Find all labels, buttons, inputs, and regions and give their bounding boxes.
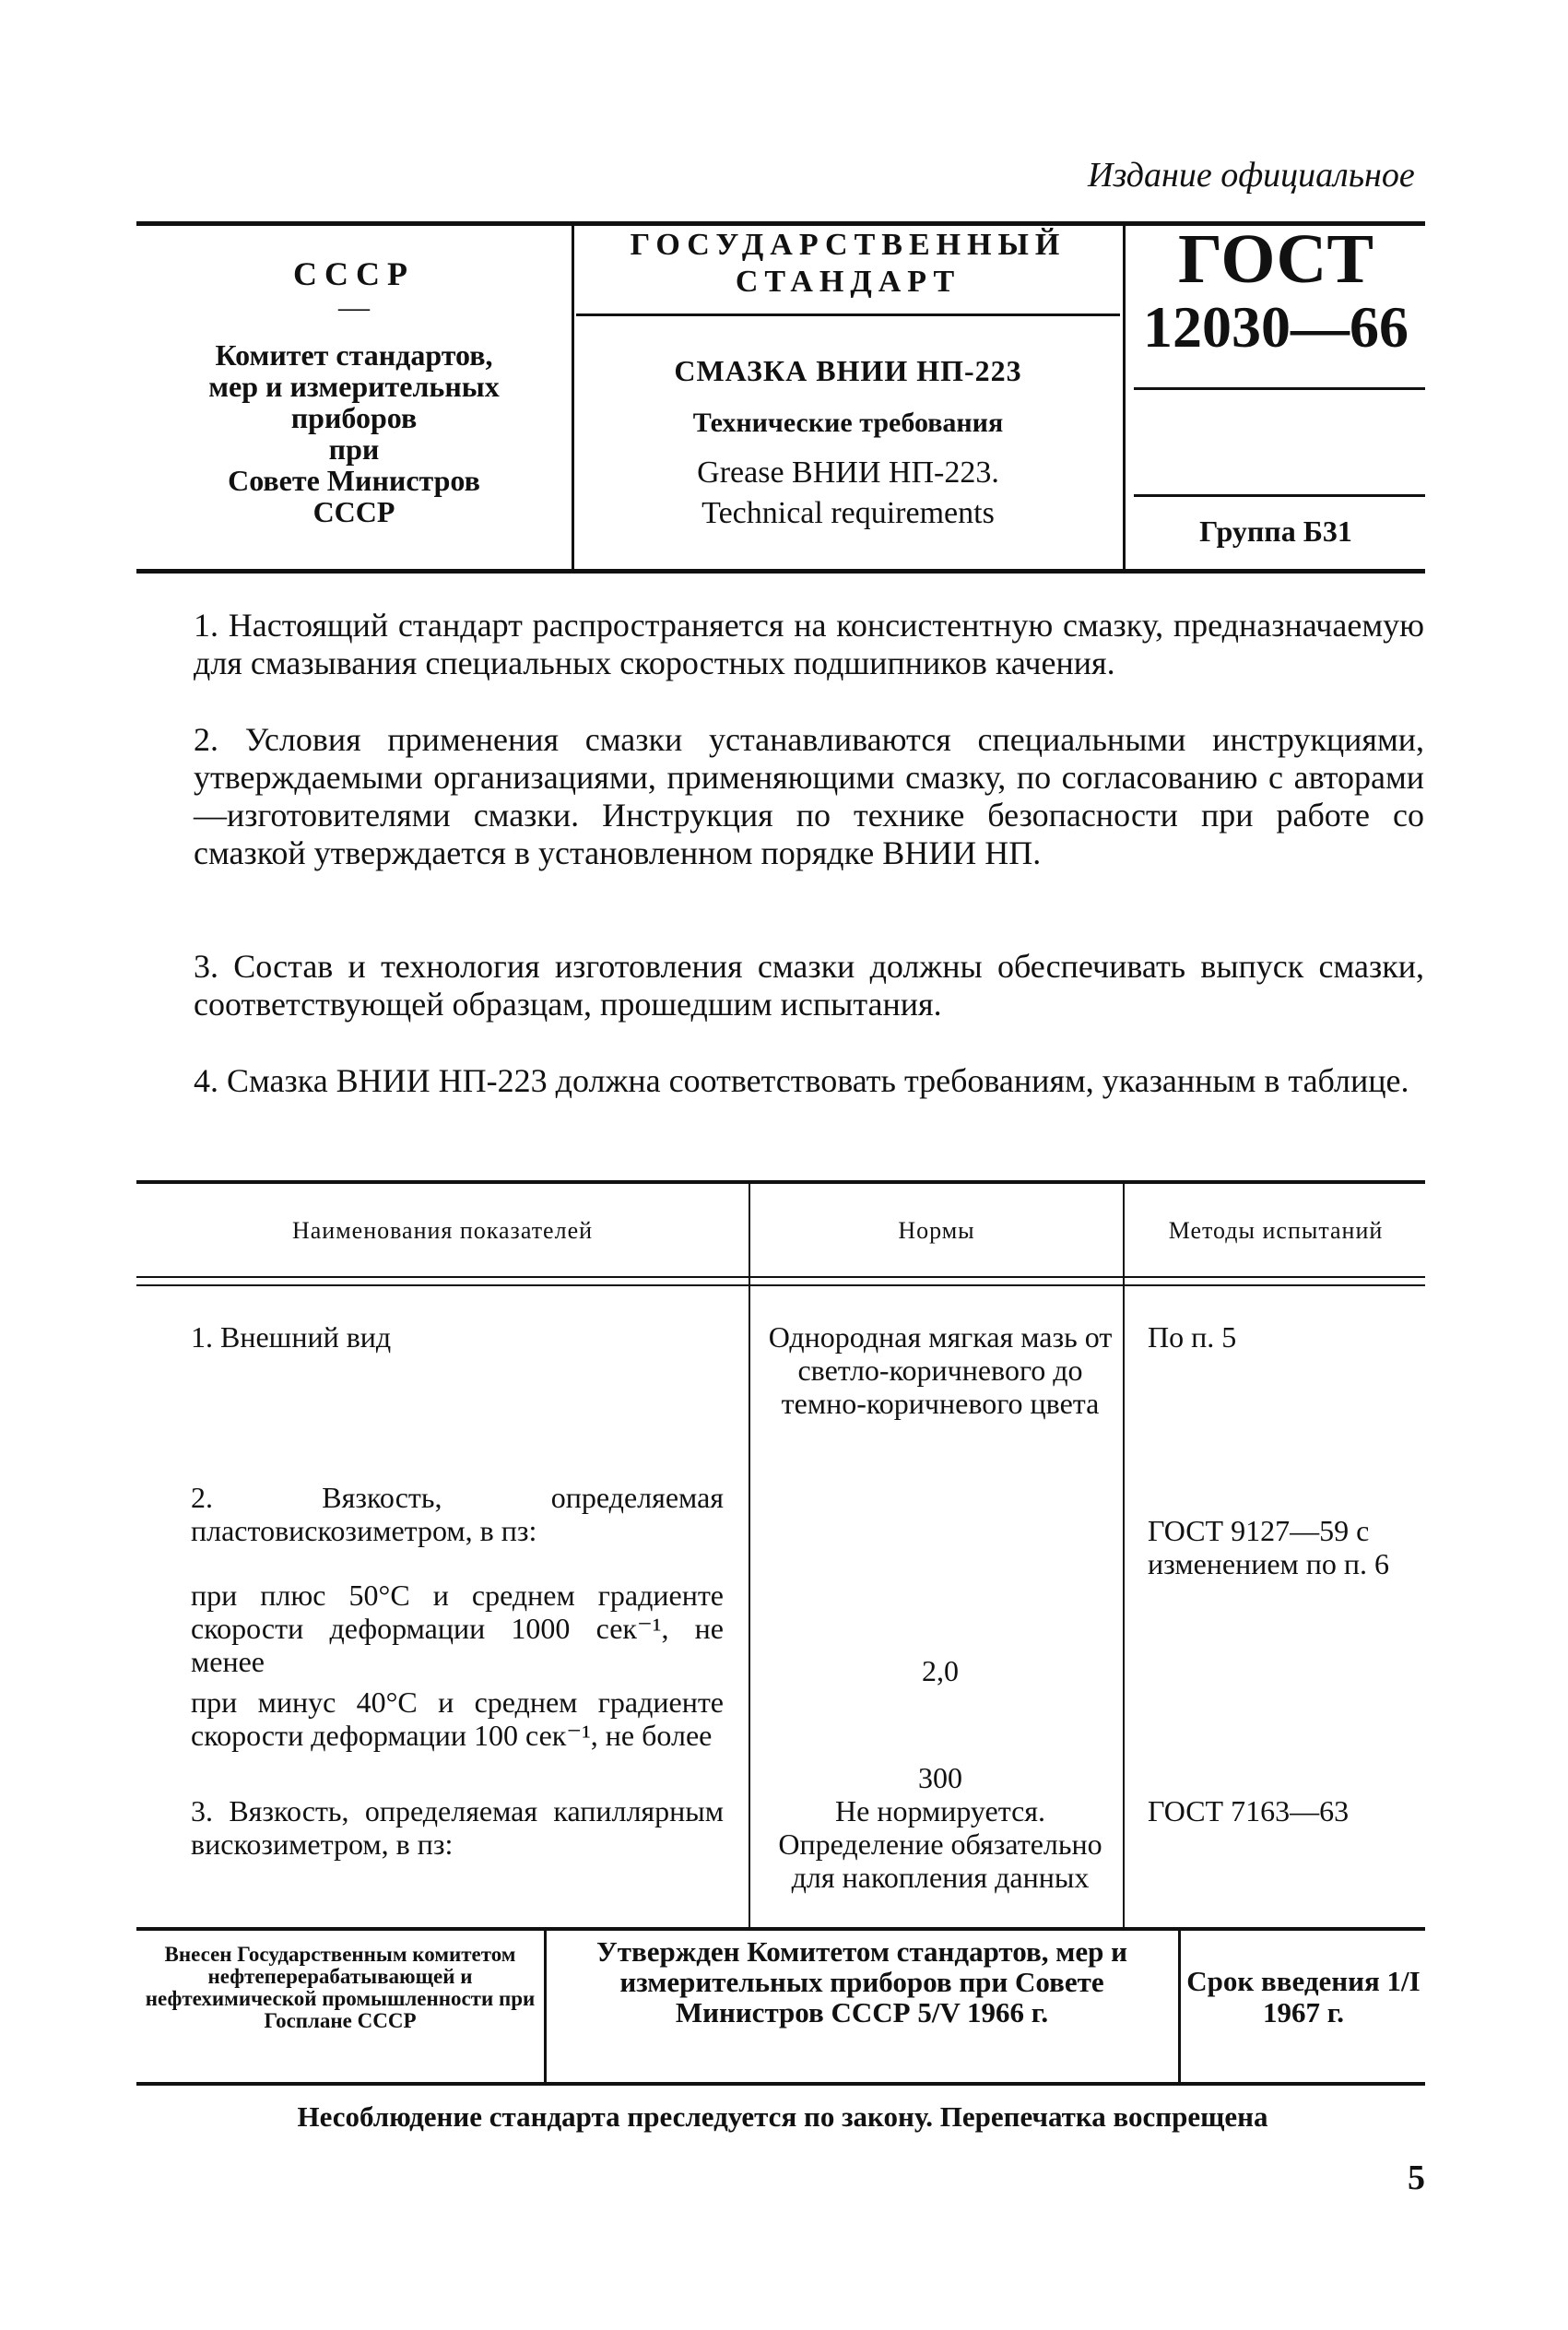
committee-line: Совете Министров — [228, 464, 480, 497]
table-bottom-rule — [136, 1927, 1425, 1931]
paragraph-text: 2. Условия применения смазки устанавливаются специальными инструкциями, утверждаемыми организациями, применяющими смазку, по согласованию с авторами—изготовителями смазки. Инструкция по технике безопасности при работе со смазкой утверждается в установленном порядке ВНИИ НП. — [194, 721, 1424, 871]
table-cell: 300 — [918, 1761, 962, 1794]
state-standard-title — [576, 227, 1120, 301]
table-cell: 2,0 — [922, 1654, 959, 1687]
ussr-label: СССР — [293, 255, 415, 292]
title-line-1: ГОСУДАРСТВЕННЫЙ — [630, 228, 1067, 262]
table-header-methods: Методы испытаний — [1168, 1217, 1384, 1244]
paragraph-text: 1. Настоящий стандарт распространяется на консистентную смазку, предназначаемую для смазывания специальных скоростных подшипников качения. — [194, 607, 1424, 681]
header-divider-right — [1123, 225, 1126, 570]
table-cell: при минус 40°С и среднем градиенте скорости деформации 100 сек⁻¹, не более — [191, 1685, 724, 1752]
table-header-rule-1 — [136, 1276, 1425, 1278]
header-mid-rule — [576, 313, 1120, 316]
committee-line: Комитет стандартов, — [215, 338, 493, 372]
paragraph-1 — [143, 607, 1424, 682]
committee-line: приборов — [290, 401, 418, 434]
table-col-divider-1 — [749, 1184, 750, 1929]
group-label: Группа Б31 — [1199, 514, 1352, 548]
footer-divider-2 — [1178, 1931, 1181, 2082]
paragraph-4 — [143, 1062, 1424, 1100]
header-bottom-rule — [136, 569, 1425, 574]
table-cell: ГОСТ 9127—59 с изменением по п. 6 — [1148, 1514, 1390, 1580]
table-top-rule — [136, 1180, 1425, 1184]
introduced-by: Внесен Государственным комитетом нефтеперерабатывающей и нефтехимической промышленности при Госплане СССР — [145, 1943, 536, 2032]
subtitle-en-1: Grease ВНИИ НП-223. — [697, 455, 999, 490]
right-rule-2 — [1134, 494, 1425, 497]
table-cell: По п. 5 — [1148, 1320, 1237, 1354]
subtitle-en-2: Technical requirements — [701, 496, 995, 530]
committee-line: при — [328, 432, 380, 466]
committee-line: мер и измерительных — [208, 370, 500, 403]
page-number: 5 — [1408, 2159, 1425, 2197]
table-header-name: Наименования показателей — [291, 1217, 594, 1244]
table-cell: при плюс 50°С и среднем градиенте скорости деформации 1000 сек⁻¹, не менее — [191, 1579, 724, 1678]
table-cell: 2. Вязкость, определяемая пластовискозиметром, в пз: — [191, 1481, 724, 1547]
gost-number: 12030—66 — [1143, 294, 1409, 360]
right-rule-1 — [1134, 387, 1425, 390]
table-cell: Не нормируется. Определение обязательно для накопления данных — [778, 1794, 1102, 1894]
paragraph-text: 3. Состав и технология изготовления смазки должны обеспечивать выпуск смазки, соответствующей образцам, прошедшим испытания. — [194, 948, 1424, 1023]
table-header-norms: Нормы — [898, 1217, 975, 1244]
table-cell: Однородная мягкая мазь от светло-коричневого до темно-коричневого цвета — [768, 1320, 1113, 1420]
paragraph-2 — [143, 721, 1424, 872]
paragraph-3 — [143, 948, 1424, 1023]
header-dash: — — [338, 290, 370, 325]
committee-name — [136, 339, 572, 527]
effective-date: Срок введения 1/I 1967 г. — [1186, 1965, 1421, 2028]
footer-divider-1 — [544, 1931, 547, 2082]
subtitle-ru: Технические требования — [692, 408, 1004, 438]
approved-by: Утвержден Комитетом стандартов, мер и измерительных приборов при Совете Министров СССР 5/V 1966 г. — [596, 1935, 1127, 2028]
footer-bottom-rule — [136, 2082, 1425, 2086]
header-divider-left — [572, 225, 574, 570]
table-cell: ГОСТ 7163—63 — [1148, 1794, 1350, 1827]
table-header-rule-2 — [136, 1284, 1425, 1286]
table-cell: 3. Вязкость, определяемая капиллярным вискозиметром, в пз: — [191, 1794, 724, 1861]
title-line-2: СТАНДАРТ — [735, 265, 961, 299]
table-cell: 1. Внешний вид — [191, 1320, 392, 1354]
copyright-notice: Несоблюдение стандарта преследуется по закону. Перепечатка воспрещена — [297, 2100, 1268, 2133]
edition-label: Издание официальное — [1088, 156, 1415, 195]
table-col-divider-2 — [1123, 1184, 1125, 1929]
gost-label: ГОСТ — [1177, 220, 1374, 298]
committee-line: СССР — [312, 495, 395, 528]
paragraph-text: 4. Смазка ВНИИ НП-223 должна соответствовать требованиям, указанным в таблице. — [194, 1062, 1409, 1099]
product-name: СМАЗКА ВНИИ НП-223 — [674, 354, 1022, 387]
